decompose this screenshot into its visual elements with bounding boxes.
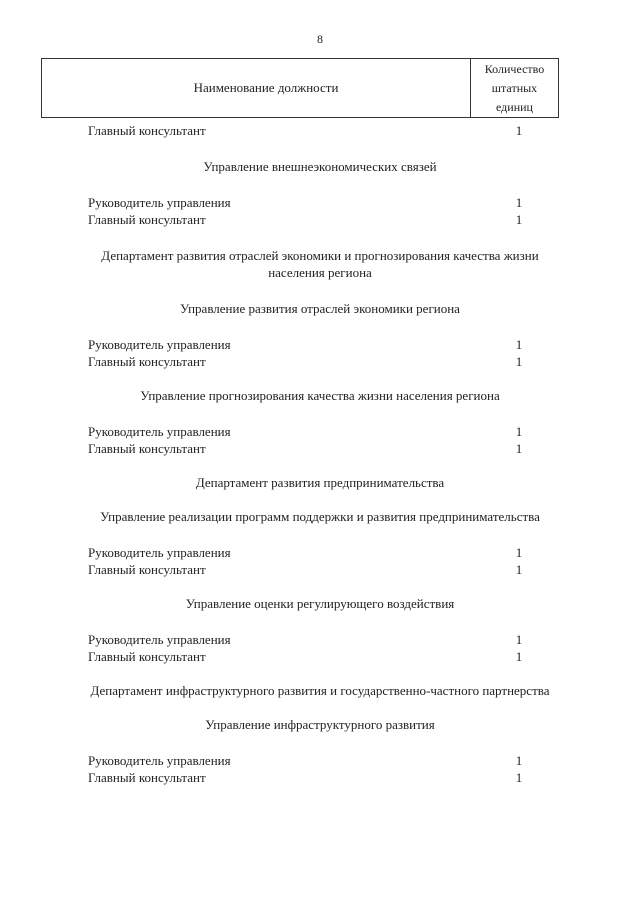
position-name: Главный консультант xyxy=(88,123,206,138)
table-row xyxy=(0,194,640,211)
staff-count: 1 xyxy=(515,424,523,439)
section-heading: Управление внешнеэкономических связей xyxy=(203,159,437,174)
table-row xyxy=(0,544,640,561)
table-row xyxy=(0,336,640,353)
staff-list xyxy=(0,122,640,786)
staff-count: 1 xyxy=(515,632,523,647)
position-name: Главный консультант xyxy=(88,770,206,785)
table-row xyxy=(0,631,640,648)
page-number: 8 xyxy=(317,32,323,46)
staff-count: 1 xyxy=(515,212,523,227)
department-heading: Департамент инфраструктурного развития и государственно-частного партнерства xyxy=(90,683,550,698)
table-row xyxy=(0,353,640,370)
table-row xyxy=(0,440,640,457)
staff-count: 1 xyxy=(515,770,523,785)
staff-count-column-header: Количество штатных единиц xyxy=(484,61,545,114)
position-name: Руководитель управления xyxy=(88,337,231,352)
staff-count: 1 xyxy=(515,562,523,577)
position-name: Руководитель управления xyxy=(88,753,231,768)
table-header xyxy=(41,58,559,118)
section-heading: Управление прогнозирования качества жизни населения региона xyxy=(140,388,500,403)
staff-count: 1 xyxy=(515,441,523,456)
table-row xyxy=(0,648,640,665)
section-heading: Управление оценки регулирующего воздействия xyxy=(185,596,455,611)
section-heading: Управление инфраструктурного развития xyxy=(205,717,435,732)
position-name: Главный консультант xyxy=(88,212,206,227)
table-row xyxy=(0,752,640,769)
position-name: Руководитель управления xyxy=(88,195,231,210)
position-name: Руководитель управления xyxy=(88,545,231,560)
staff-count: 1 xyxy=(515,337,523,352)
position-name: Главный консультант xyxy=(88,354,206,369)
department-heading: Департамент развития отраслей экономики и прогнозирования качества жизни населения региона xyxy=(101,248,539,280)
staff-count: 1 xyxy=(515,354,523,369)
table-row xyxy=(0,211,640,228)
section-heading: Управление реализации программ поддержки и развития предпринимательства xyxy=(100,509,540,524)
staff-count: 1 xyxy=(515,545,523,560)
staff-count: 1 xyxy=(515,195,523,210)
staff-count: 1 xyxy=(515,649,523,664)
position-name-column-header: Наименование должности xyxy=(42,59,471,117)
position-name: Главный консультант xyxy=(88,441,206,456)
table-row xyxy=(0,423,640,440)
position-name: Руководитель управления xyxy=(88,632,231,647)
table-row xyxy=(0,561,640,578)
position-name: Главный консультант xyxy=(88,649,206,664)
staff-count: 1 xyxy=(515,753,523,768)
table-row xyxy=(0,122,640,139)
position-name: Главный консультант xyxy=(88,562,206,577)
department-heading: Департамент развития предпринимательства xyxy=(195,475,445,490)
table-row xyxy=(0,769,640,786)
section-heading: Управление развития отраслей экономики региона xyxy=(180,301,460,316)
position-name: Руководитель управления xyxy=(88,424,231,439)
staff-count: 1 xyxy=(515,123,523,138)
